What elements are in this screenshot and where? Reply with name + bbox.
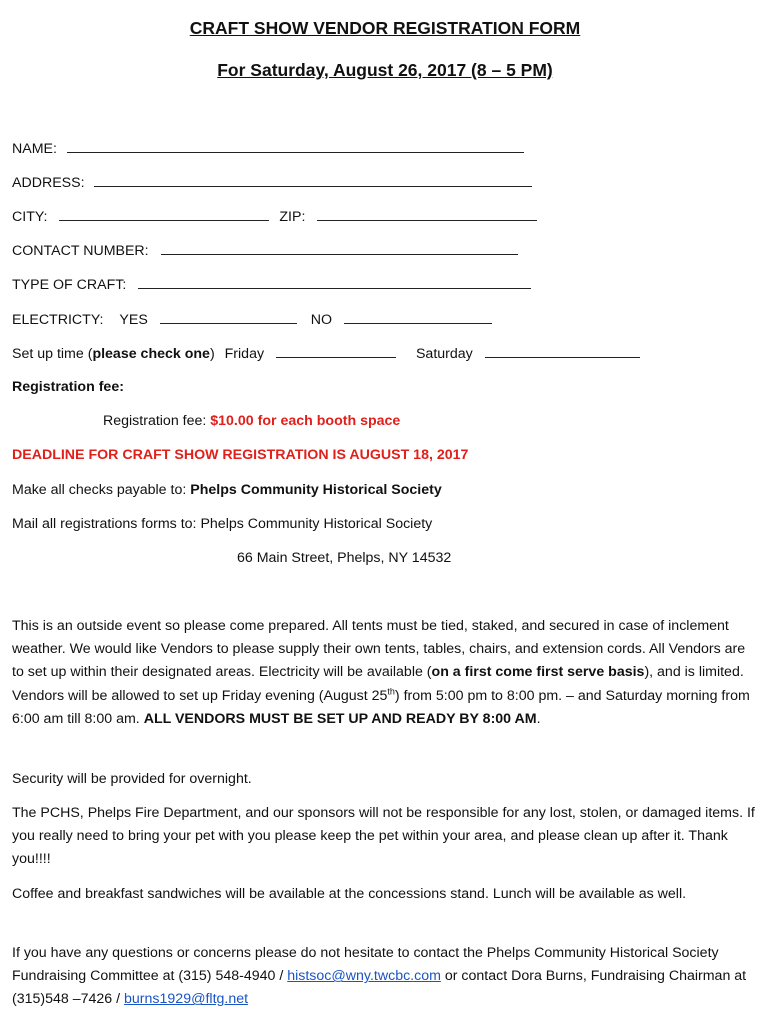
liability-paragraph: The PCHS, Phelps Fire Department, and our sponsors will not be responsible for any lost, stolen, or damaged items. If you really need to bring your pet with you please keep the pet within your area, and please clean up after it. Thank you!!!! <box>12 805 755 868</box>
setup-time-row <box>12 344 640 363</box>
electricity-no-field[interactable] <box>344 310 492 324</box>
zip-field[interactable] <box>317 207 537 221</box>
electricity-yes-label: YES <box>119 312 148 328</box>
saturday-field[interactable] <box>485 344 640 358</box>
electricity-yes-field[interactable] <box>160 310 297 324</box>
security-paragraph: Security will be provided for overnight. <box>12 771 252 787</box>
registration-deadline: DEADLINE FOR CRAFT SHOW REGISTRATION IS AUGUST 18, 2017 <box>12 447 469 463</box>
city-field[interactable] <box>59 207 269 221</box>
address-row <box>12 173 532 192</box>
mail-to-organization: Phelps Community Historical Society <box>200 516 433 532</box>
registration-fee-heading: Registration fee: <box>12 379 124 395</box>
craft-row <box>12 275 531 294</box>
mail-to-label: Mail all registrations forms to: <box>12 516 197 532</box>
registration-fee-value: $10.00 for each booth space <box>210 413 401 429</box>
contact-number-field[interactable] <box>161 241 518 255</box>
checks-payable-label: Make all checks payable to: <box>12 482 187 498</box>
form-title: CRAFT SHOW VENDOR REGISTRATION FORM <box>189 18 581 38</box>
saturday-label: Saturday <box>415 346 473 362</box>
contact-paragraph: If you have any questions or concerns please do not hesitate to contact the Phelps Community Historical Society Fundraising Committee at (315) 548-4940 / histsoc@wny.twcbc.com or contact Dora Burns, Fundraising Chairman at (315)548 –7426 / burns1929@fltg.net <box>12 945 747 1008</box>
friday-field[interactable] <box>276 344 396 358</box>
burns-email-link[interactable]: burns1929@fltg.net <box>124 991 249 1008</box>
address-label: ADDRESS: <box>12 175 85 191</box>
histsoc-email-link[interactable]: histsoc@wny.twcbc.com <box>287 968 441 985</box>
name-label: NAME: <box>12 141 57 157</box>
city-zip-row <box>12 207 537 226</box>
contact-number-label: CONTACT NUMBER: <box>12 243 149 259</box>
mail-to-line <box>12 515 432 533</box>
event-info-paragraph: This is an outside event so please come prepared. All tents must be tied, staked, and secured in case of inclement weather. We would like Vendors to please supply their own tents, tables, chairs, and extension cords. All Vendors are to set up within their designated areas. Electricity will be available (on a first come first serve basis), and is limited. Vendors will be allowed to set up Friday evening (August 25th) from 5:00 pm to 8:00 pm. – and Saturday morning from 6:00 am till 8:00 am. ALL VENDORS MUST BE SET UP AND READY BY 8:00 AM. <box>12 618 750 727</box>
food-paragraph: Coffee and breakfast sandwiches will be available at the concessions stand. Lunch will be available as well. <box>12 886 687 902</box>
mail-to-address: 66 Main Street, Phelps, NY 14532 <box>237 550 452 566</box>
registration-fee-line <box>103 412 400 430</box>
electricity-label: ELECTRICTY: <box>12 312 104 328</box>
contact-row <box>12 241 518 260</box>
friday-label: Friday <box>224 346 265 362</box>
electricity-row <box>12 310 492 329</box>
city-label: CITY: <box>12 209 48 225</box>
setup-time-instruction: please check one <box>92 346 210 362</box>
electricity-no-label: NO <box>310 312 332 328</box>
type-of-craft-label: TYPE OF CRAFT: <box>12 277 127 293</box>
checks-payee: Phelps Community Historical Society <box>190 482 442 498</box>
zip-label: ZIP: <box>279 209 306 225</box>
registration-fee-label: Registration fee: <box>103 413 207 429</box>
address-field[interactable] <box>94 173 532 187</box>
setup-time-label: Set up time (please check one) <box>12 346 215 362</box>
name-field[interactable] <box>67 139 524 153</box>
type-of-craft-field[interactable] <box>138 275 531 289</box>
checks-payable-line <box>12 481 442 499</box>
name-row <box>12 139 524 158</box>
form-subtitle: For Saturday, August 26, 2017 (8 – 5 PM) <box>217 60 553 80</box>
